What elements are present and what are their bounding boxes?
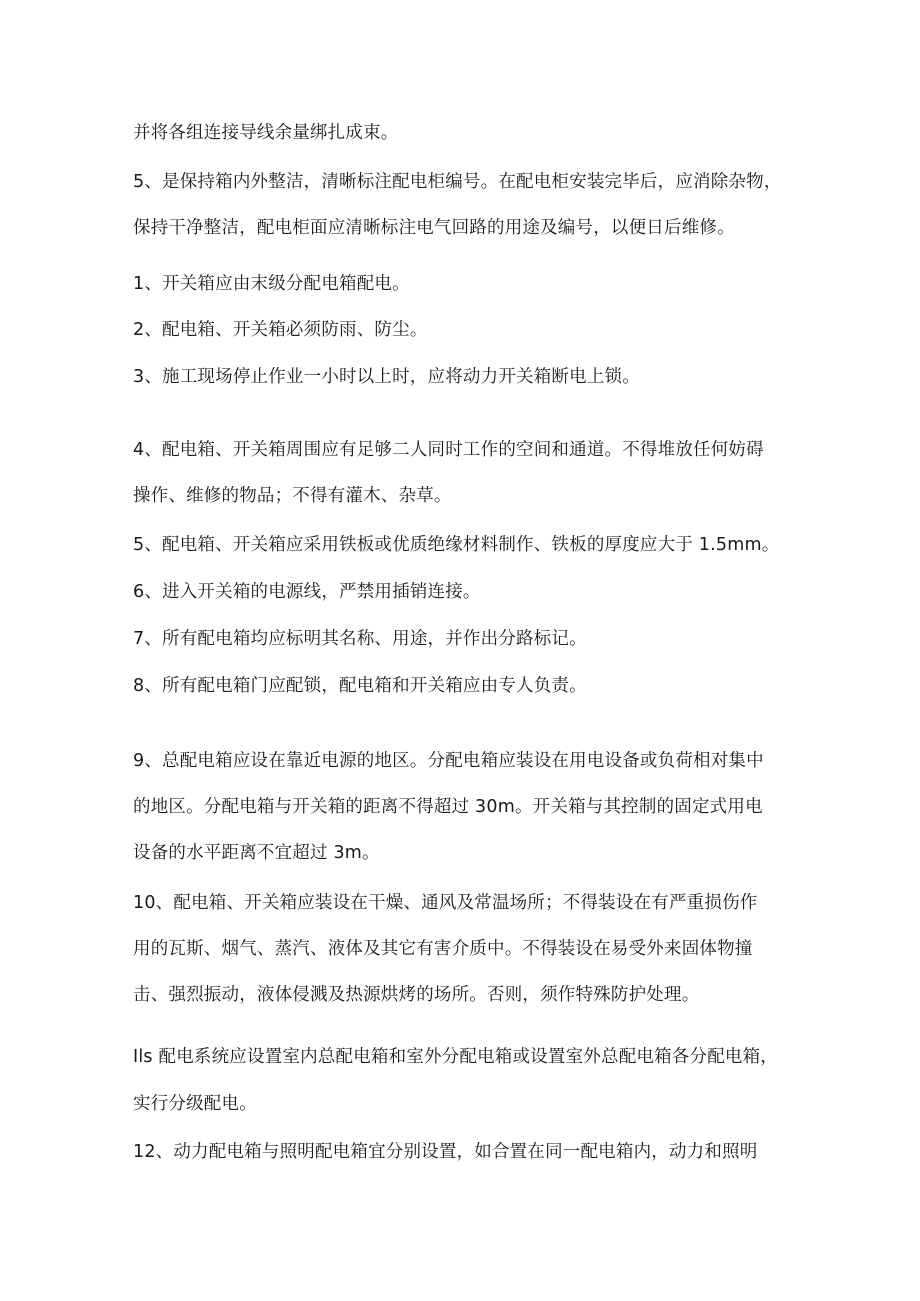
text-line: Ils 配电系统应设置室内总配电箱和室外分配电箱或设置室外总配电箱各分配电箱，	[133, 1047, 779, 1067]
paragraph-item-9	[133, 738, 793, 876]
text-line: 用的瓦斯、烟气、蒸汽、液体及其它有害介质中。不得装设在易受外来固体物撞	[133, 939, 753, 959]
text-line: 3、施工现场停止作业一小时以上时，应将动力开关箱断电上锁。	[133, 367, 640, 387]
paragraph-item-3	[133, 362, 793, 392]
text-line: 实行分级配电。	[133, 1094, 257, 1114]
text-line: 击、强烈振动，液体侵溅及热源烘烤的场所。否则，须作特殊防护处理。	[133, 985, 700, 1005]
paragraph-item-11	[133, 1034, 793, 1128]
text-line: 5、配电箱、开关箱应采用铁板或优质绝缘材料制作、铁板的厚度应大于 1.5mm。	[133, 535, 780, 555]
paragraph-item-8	[133, 671, 793, 701]
text-line: 6、进入开关箱的电源线，严禁用插销连接。	[133, 582, 481, 602]
paragraph-0	[133, 118, 793, 148]
text-line: 9、总配电箱应设在靠近电源的地区。分配电箱应装设在用电设备或负荷相对集中	[133, 751, 764, 771]
paragraph-item-6	[133, 577, 793, 607]
paragraph-item-7	[133, 624, 793, 654]
paragraph-item-4	[133, 427, 793, 519]
paragraph-item-12	[133, 1137, 793, 1167]
text-line: 10、配电箱、开关箱应装设在干燥、通风及常温场所；不得装设在有严重损伤作	[133, 893, 758, 913]
paragraph-item-5-cleanliness	[133, 159, 793, 251]
paragraph-item-2	[133, 315, 793, 345]
text-line: 的地区。分配电箱与开关箱的距离不得超过 30m。开关箱与其控制的固定式用电	[133, 797, 763, 817]
text-line: 4、配电箱、开关箱周围应有足够二人同时工作的空间和通道。不得堆放任何妨碍	[133, 440, 764, 460]
text-line: 5、是保持箱内外整洁，清晰标注配电柜编号。在配电柜安装完毕后，应消除杂物，	[133, 172, 782, 192]
text-line: 1、开关箱应由末级分配电箱配电。	[133, 274, 410, 294]
text-line: 8、所有配电箱门应配锁，配电箱和开关箱应由专人负责。	[133, 676, 587, 696]
text-line: 7、所有配电箱均应标明其名称、用途，并作出分路标记。	[133, 629, 587, 649]
text-line: 12、动力配电箱与照明配电箱宜分别设置，如合置在同一配电箱内，动力和照明	[133, 1142, 758, 1162]
text-line: 保持干净整洁，配电柜面应清晰标注电气回路的用途及编号，以便日后维修。	[133, 218, 735, 238]
text-line: 操作、维修的物品；不得有灌木、杂草。	[133, 486, 452, 506]
text-line: 设备的水平距离不宜超过 3m。	[133, 843, 380, 863]
paragraph-item-1	[133, 269, 793, 299]
text-line: 并将各组连接导线余量绑扎成束。	[133, 123, 399, 143]
text-line: 2、配电箱、开关箱必须防雨、防尘。	[133, 320, 428, 340]
paragraph-item-10	[133, 880, 793, 1018]
paragraph-item-5-material	[133, 530, 793, 560]
